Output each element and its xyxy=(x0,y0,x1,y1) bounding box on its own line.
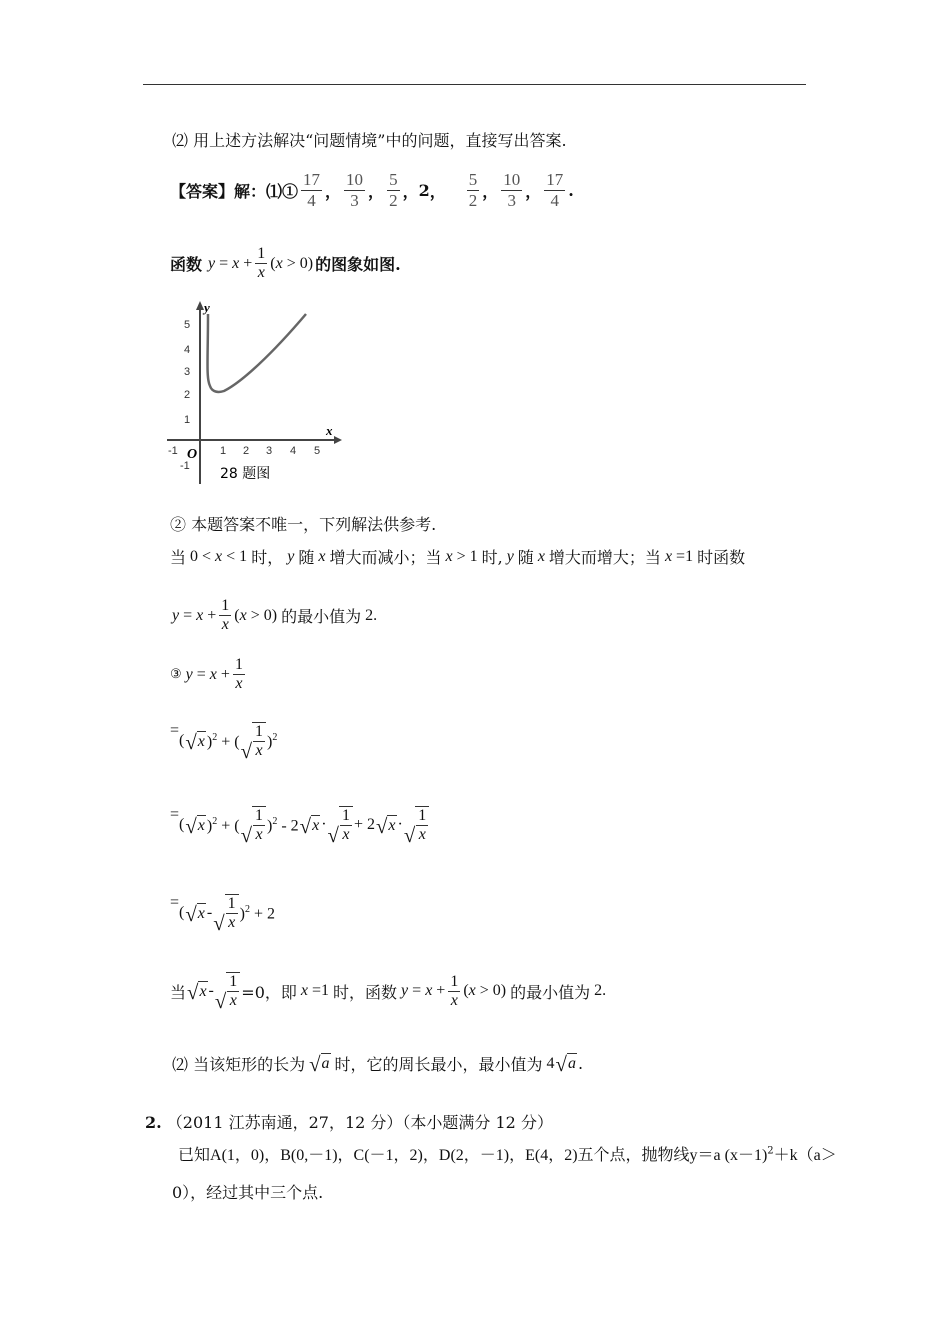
y-tick-label: -1 xyxy=(180,460,190,472)
equation-step-2: = ( √ x )$^2$ + ( √ $\frac{1}{x}$ )$^2$ - 2 √ x · √ $\frac{1}{x}$ + 2 √ x · √ $\frac{1}{x}$ xyxy=(170,806,430,845)
answer-fraction: $\frac{5}{2}$ xyxy=(389,170,398,210)
y-tick-label: 2 xyxy=(184,389,191,401)
part2-note: ② 本题答案不唯一，下列解法供参考. xyxy=(170,515,437,534)
line-part2-instruction: ⑵ 用上述方法解决“问题情境”中的问题，直接写出答案. xyxy=(172,131,567,150)
function-graph xyxy=(162,298,348,488)
question-2-header: 2. （2011 江苏南通，27，12 分）（本小题满分 12 分） xyxy=(145,1113,553,1132)
function-line: 函数 y = x + $\frac{1}{x}$ (x > 0) 的图象如图. xyxy=(170,245,401,282)
answer-fraction: $\frac{17}{4}$ xyxy=(303,170,321,210)
y-tick-label: 3 xyxy=(184,366,191,378)
answer-jie: 解：⑴① xyxy=(234,181,299,201)
y-tick-label: 4 xyxy=(184,344,191,356)
monotonic-line: 当 0 < x < 1 时， y 随 x 增大而减小；当 x > 1 时, y 随 x 增大而增大；当 x =1 时函数 xyxy=(170,547,746,567)
answer-label: 【答案】 xyxy=(170,181,235,201)
y-axis-label: y xyxy=(204,300,210,315)
answer-fraction: $\frac{17}{4}$ xyxy=(546,170,564,210)
x-tick-label: -1 xyxy=(168,445,178,457)
answer-fraction: $\frac{10}{3}$ xyxy=(503,170,521,210)
question-2-body-2: 0），经过其中三个点. xyxy=(172,1183,324,1202)
equation-step-3: = ( √ x - √ $\frac{1}{x}$ )$^2$ + 2 xyxy=(170,894,275,935)
x-tick-label: 5 xyxy=(314,445,321,457)
function-curve xyxy=(208,314,307,392)
step3-line: ③ y = x + $\frac{1}{x}$ xyxy=(170,656,243,693)
graph-caption: 28 题图 xyxy=(220,466,271,482)
x-axis-label: x xyxy=(326,423,333,438)
min-value-line: y = x + $\frac{1}{x}$ (x > 0) 的最小值为 2. xyxy=(172,597,378,634)
part2-rectangle-line: ⑵ 当该矩形的长为 √ a 时，它的周长最小，最小值为 4 √ a . xyxy=(172,1053,584,1077)
x-tick-label: 2 xyxy=(243,445,250,457)
x-axis-arrow xyxy=(334,436,342,444)
answer-line: 【答案】 解：⑴① $\frac{17}{4}$ ， $\frac{10}{3}$ ， $\frac{5}{2}$ ， 2 ， $\frac{5}{2}$ ， $\frac{10}{3}$ ， $\frac{17}{4}$ . xyxy=(170,170,574,210)
answer-fraction: $\frac{10}{3}$ xyxy=(346,170,364,210)
x-tick-label: 3 xyxy=(266,445,273,457)
conclusion-line: 当 √ x - √ $\frac{1}{x}$ =0，即 x =1 时，函数 y = x + $\frac{1}{x}$ (x > 0) 的最小值为 2. xyxy=(170,972,607,1013)
x-tick-label: 1 xyxy=(220,445,227,457)
origin-label: O xyxy=(187,447,198,462)
y-tick-label: 5 xyxy=(184,319,191,331)
x-tick-label: 4 xyxy=(290,445,297,457)
y-tick-label: 1 xyxy=(184,414,191,426)
header-rule xyxy=(143,84,806,85)
answer-fraction: $\frac{5}{2}$ xyxy=(468,170,478,210)
answer-plain-value: 2 xyxy=(418,180,430,200)
equation-step-1: = ( √ x )$^2$ + ( √ $\frac{1}{x}$ )$^2$ xyxy=(170,722,278,763)
question-2-body-1: 已知A(1，0)，B(0,－1)，C(－1，2)，D(2，－1)，E(4，2)五个点，抛物线y＝a $(x-1)^2+k(a>$ xyxy=(178,1145,837,1164)
question-number: 2. xyxy=(145,1113,162,1132)
y-axis-arrow xyxy=(196,301,204,310)
